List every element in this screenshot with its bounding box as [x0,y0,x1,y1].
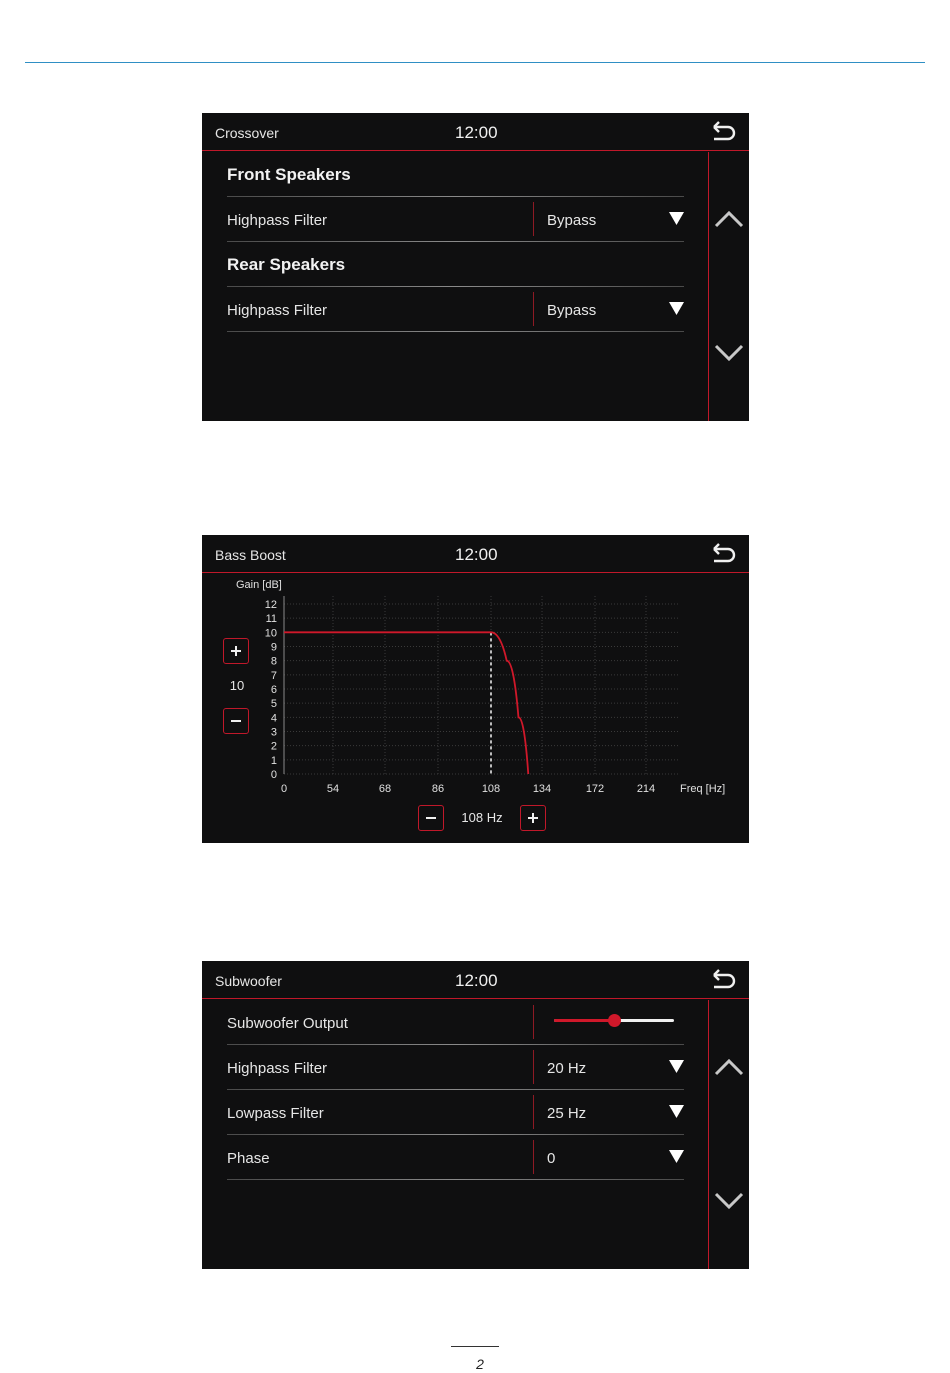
x-tick-label: 108 [481,783,501,795]
scrollbar-divider [708,1000,709,1269]
y-tick-label: 0 [270,769,277,781]
page-number: 2 [476,1356,484,1372]
divider [227,331,684,332]
chevron-down-icon[interactable] [713,342,745,364]
lowpass-value[interactable]: 25 Hz [547,1105,587,1122]
y-tick-label: 7 [270,669,277,682]
divider [533,202,534,236]
crossover-screen [202,113,749,421]
y-tick-label: 2 [270,740,277,753]
y-tick-label: 10 [264,627,277,640]
triangle-down-icon[interactable] [669,1060,684,1074]
x-tick-label: 0 [280,783,288,795]
front-highpass-row[interactable] [227,197,684,242]
back-arrow-icon[interactable] [708,120,738,146]
clock: 12:00 [455,123,498,142]
y-tick-labels [265,599,277,781]
x-tick-label: 172 [585,783,605,795]
clock: 12:00 [455,971,498,990]
y-tick-label: 1 [270,754,277,767]
header [202,961,749,999]
x-tick-label: 214 [636,783,656,795]
screen-title: Bass Boost [215,547,286,563]
divider [533,1005,534,1039]
screen-title: Subwoofer [215,973,282,989]
front-highpass-value[interactable]: Bypass [547,212,597,229]
header [202,113,749,151]
rear-highpass-value[interactable]: Bypass [547,302,597,319]
y-tick-label: 5 [270,698,277,711]
divider [533,1140,534,1174]
slider-knob[interactable] [608,1014,621,1027]
chevron-up-icon[interactable] [713,208,745,230]
bass-boost-screen [202,535,749,843]
y-tick-label: 6 [270,684,277,696]
chevron-down-icon[interactable] [713,1190,745,1212]
frequency-value: 108 Hz [461,810,503,825]
page-number-rule [451,1346,499,1347]
top-rule [25,62,925,63]
scrollbar-divider [708,152,709,421]
setting-label: Highpass Filter [227,1060,328,1077]
gain-increase-button[interactable] [223,638,249,664]
y-tick-label: 4 [270,712,277,725]
y-tick-label: 12 [264,599,277,611]
gain-value: 10 [229,678,245,693]
setting-label: Phase [227,1150,270,1167]
minus-icon [224,709,248,733]
setting-label: Subwoofer Output [227,1015,348,1032]
screen-title: Crossover [215,125,279,141]
x-tick-label: 134 [532,783,552,795]
subwoofer-output-slider[interactable] [554,1019,674,1022]
triangle-down-icon[interactable] [669,302,684,316]
freq-increase-button[interactable] [520,805,546,831]
clock: 12:00 [455,545,498,564]
phase-value[interactable]: 0 [547,1150,556,1167]
chart-grid [284,596,680,774]
plus-icon [224,639,248,663]
sub-phase-row[interactable] [227,1135,684,1180]
back-arrow-icon[interactable] [708,968,738,994]
y-tick-label: 8 [270,655,277,668]
triangle-down-icon[interactable] [669,1150,684,1164]
gain-frequency-chart [202,574,749,804]
section-front-speakers [227,152,684,197]
y-tick-label: 11 [265,613,277,626]
slider-fill [554,1019,614,1022]
back-arrow-icon[interactable] [708,542,738,568]
header [202,535,749,573]
chevron-up-icon[interactable] [713,1056,745,1078]
sub-highpass-row[interactable] [227,1045,684,1090]
section-rear-speakers [227,242,684,287]
subwoofer-screen [202,961,749,1269]
sub-lowpass-row[interactable] [227,1090,684,1135]
divider [533,1050,534,1084]
x-tick-labels [281,783,655,795]
divider [533,1095,534,1129]
setting-label: Highpass Filter [227,302,328,319]
highpass-value[interactable]: 20 Hz [547,1060,587,1077]
y-tick-label: 3 [270,726,277,739]
x-axis-label: Freq [Hz] [680,783,726,795]
x-tick-label: 68 [378,783,392,795]
gain-decrease-button[interactable] [223,708,249,734]
y-axis-label: Gain [dB] [236,579,282,591]
subwoofer-output-row [227,1000,684,1045]
y-tick-label: 9 [270,641,277,654]
divider [227,1179,684,1180]
triangle-down-icon[interactable] [669,1105,684,1119]
x-tick-label: 86 [431,783,445,795]
section-title: Front Speakers [227,165,351,184]
setting-label: Highpass Filter [227,212,328,229]
minus-icon [419,806,443,830]
rear-highpass-row[interactable] [227,287,684,332]
plus-icon [521,806,545,830]
divider [533,292,534,326]
section-title: Rear Speakers [227,255,346,274]
x-tick-label: 54 [326,783,340,795]
triangle-down-icon[interactable] [669,212,684,226]
freq-decrease-button[interactable] [418,805,444,831]
setting-label: Lowpass Filter [227,1105,324,1122]
